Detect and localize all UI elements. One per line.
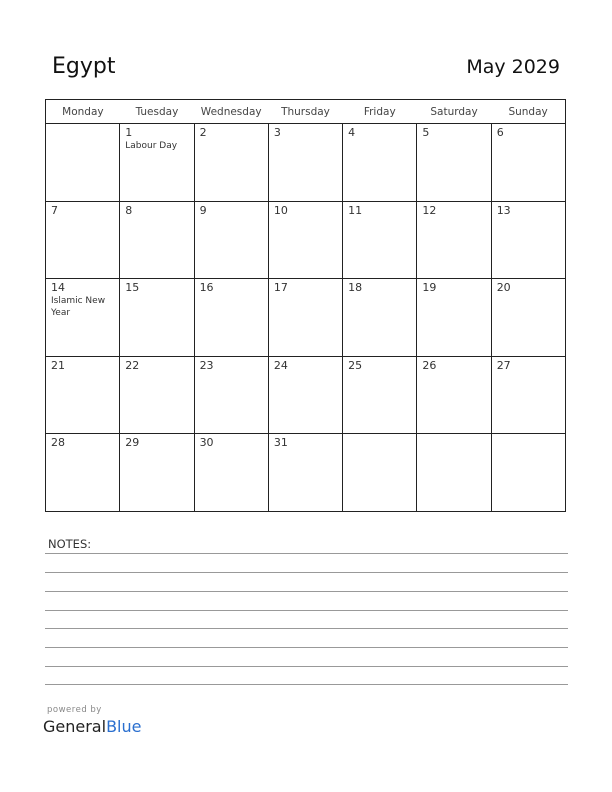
day-cell	[46, 201, 120, 279]
day-number: 4	[348, 126, 356, 139]
day-number: 25	[348, 358, 363, 372]
day-number: 12	[422, 203, 437, 217]
day-cell	[491, 279, 565, 357]
day-number: 30	[199, 436, 214, 450]
day-cell	[343, 434, 417, 512]
day-number: 6	[496, 126, 504, 139]
day-number: 26	[422, 358, 437, 372]
day-cell	[417, 124, 491, 202]
day-cell	[268, 201, 342, 279]
day-number: 27	[496, 358, 511, 372]
day-cell	[194, 201, 268, 279]
day-cell	[46, 279, 120, 357]
day-number: 18	[348, 281, 363, 295]
day-number: 21	[51, 358, 65, 372]
weekday-header: Thursday	[268, 100, 342, 124]
day-cell	[491, 124, 565, 202]
day-cell	[417, 434, 491, 512]
day-number: 17	[273, 281, 288, 295]
note-line	[45, 684, 568, 685]
day-number: 3	[273, 126, 281, 139]
day-cell	[343, 279, 417, 357]
day-cell	[268, 356, 342, 434]
day-number: 7	[51, 203, 58, 217]
weekday-header: Saturday	[417, 100, 491, 124]
week-row	[46, 434, 566, 512]
day-cell	[417, 279, 491, 357]
day-number: 13	[496, 203, 511, 217]
weekday-header: Friday	[343, 100, 417, 124]
month-year-title: May 2029	[466, 56, 560, 78]
note-line	[45, 572, 568, 573]
day-cell	[120, 356, 194, 434]
day-cell	[268, 124, 342, 202]
day-cell	[46, 124, 120, 202]
day-number: 16	[199, 281, 214, 295]
day-number: 22	[125, 358, 140, 372]
country-title: Egypt	[52, 54, 116, 79]
day-cell	[491, 201, 565, 279]
weekday-header-row	[46, 100, 566, 124]
day-number: 14	[51, 281, 65, 295]
note-line	[45, 591, 568, 592]
day-cell	[120, 201, 194, 279]
day-cell	[46, 356, 120, 434]
day-cell	[343, 124, 417, 202]
brand-general: General	[43, 717, 107, 736]
day-cell	[417, 356, 491, 434]
day-number: 28	[51, 436, 65, 450]
note-line	[45, 647, 568, 648]
day-cell	[491, 434, 565, 512]
powered-by-text: powered by	[47, 705, 102, 715]
day-cell	[194, 279, 268, 357]
day-cell	[491, 356, 565, 434]
day-number: 5	[422, 126, 430, 139]
day-cell	[194, 124, 268, 202]
note-line	[45, 553, 568, 554]
day-number: 9	[199, 203, 207, 217]
holiday-label: Islamic New Year	[51, 296, 106, 319]
week-row	[46, 279, 566, 357]
day-number: 1	[125, 126, 133, 139]
day-cell	[194, 434, 268, 512]
weekday-header: Wednesday	[194, 100, 268, 124]
day-number: 11	[348, 203, 363, 217]
notes-label: NOTES:	[48, 537, 92, 551]
day-cell	[417, 201, 491, 279]
day-cell	[268, 434, 342, 512]
day-number: 15	[125, 281, 140, 295]
day-cell	[194, 356, 268, 434]
day-cell	[120, 124, 194, 202]
day-number: 19	[422, 281, 437, 295]
weekday-header: Monday	[46, 100, 120, 124]
day-number: 10	[273, 203, 288, 217]
day-number: 23	[199, 358, 214, 372]
day-cell	[268, 279, 342, 357]
day-number: 20	[496, 281, 511, 295]
note-line	[45, 628, 568, 629]
day-number: 24	[273, 358, 288, 372]
day-cell	[120, 279, 194, 357]
day-cell	[343, 201, 417, 279]
calendar-grid	[45, 99, 566, 512]
week-row	[46, 124, 566, 202]
day-cell	[343, 356, 417, 434]
holiday-label: Labour Day	[125, 141, 178, 151]
week-row	[46, 201, 566, 279]
weekday-header: Sunday	[491, 100, 565, 124]
weekday-header: Tuesday	[120, 100, 194, 124]
day-cell	[120, 434, 194, 512]
generalblue-logo[interactable]	[43, 717, 141, 736]
day-cell	[46, 434, 120, 512]
day-number: 2	[199, 126, 207, 139]
note-line	[45, 610, 568, 611]
day-number: 8	[125, 203, 133, 217]
day-number: 31	[273, 436, 288, 450]
day-number: 29	[125, 436, 140, 450]
note-line	[45, 666, 568, 667]
week-row	[46, 356, 566, 434]
brand-blue: Blue	[106, 717, 142, 736]
